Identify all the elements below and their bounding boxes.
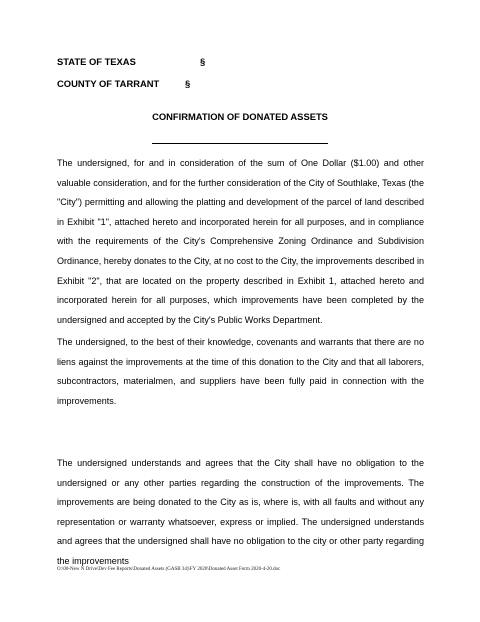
county-heading [57,78,191,89]
state-heading [57,56,206,67]
county-label: COUNTY OF TARRANT [57,78,160,89]
title-underline-rule [152,143,328,144]
state-label: STATE OF TEXAS [57,56,136,67]
consideration-paragraph: The undersigned, for and in consideration of the sum of One Dollar ($1.00) and other valuable consideration, and for the further consideration of the City of Southlake, Texas (the "City") permitting and allowing the platting and development of the parcel of land described in Exhibit "1", attached hereto and incorporated herein for all purposes, and in compliance with the requirements of the City's Comprehensive Zoning Ordinance and Subdivision Ordinance, hereby donates to the City, at no cost to the City, the improvements described in Exhibit "2", that are located on the property described in Exhibit 1, attached hereto and incorporated herein for all purposes, which improvements have been completed by the undersigned and accepted by the City's Public Works Department. [57,158,424,325]
document-title: CONFIRMATION OF DONATED ASSETS [152,111,328,122]
no-obligation-paragraph: The undersigned understands and agrees that the City shall have no obligation to the undersigned or any other parties regarding the construction of the improvements. The improvements are being donated to the City as is, where is, with all faults and without any representation or warranty whatsoever, express or implied. The undersigned understands and agrees that the undersigned shall have no obligation to the city or other party regarding the improvements [57,458,424,566]
warranty-paragraph: The undersigned, to the best of their knowledge, covenants and warrants that there are no liens against the improvements at the time of this donation to the City and that all laborers, subcontractors, materialmen, and suppliers have been fully paid in connection with the improvements. [57,337,424,406]
county-section-symbol: § [185,78,191,89]
file-path-footer: O:\00-New N Drive\Dev Fee Reports\Donated Assets (GASB 34)\FY 2020\Donated Asset Form 2020-4-20.doc [57,567,281,572]
state-section-symbol: § [200,56,206,67]
